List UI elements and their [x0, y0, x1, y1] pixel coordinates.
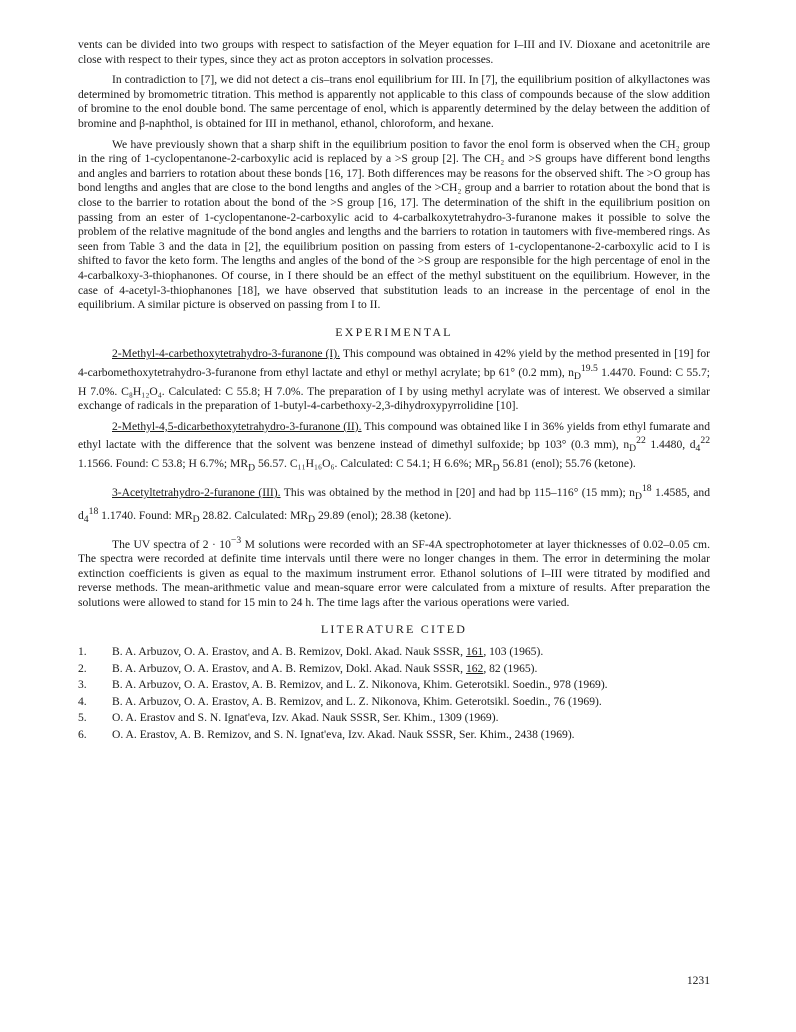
compound-1-n-sub: D	[573, 371, 581, 383]
reference-item	[78, 695, 710, 710]
compound-1-n-sup: 19.5	[580, 362, 598, 374]
compound-2-text-2: 1.4480, d	[645, 438, 696, 452]
compound-3-mr-sub-2: D	[308, 514, 316, 526]
reference-number: 6.	[78, 728, 87, 742]
reference-number: 4.	[78, 694, 87, 708]
compound-3-n-sup: 18	[641, 483, 652, 495]
reference-list	[78, 645, 710, 743]
reference-number: 3.	[78, 678, 87, 692]
reference-item	[78, 728, 710, 743]
paragraph-enol-equilibrium: In contradiction to [7], we did not detect a cis–trans enol equilibrium for III. In [7], the equilibrium position of alkyllactones was determined by bromometric titration. This method is apparently not applicable to this class of compounds because of the slow addition of bromine to the enol double bond. The same percentage of enol, which is apparently determined by the delay between the addition of bromine and β-naphthol, is obtained for III in methanol, ethanol, chloroform, and hexane.	[78, 73, 710, 130]
reference-text: O. A. Erastov, A. B. Remizov, and S. N. Ignat'eva, Izv. Akad. Nauk SSSR, Ser. Khim., 2438 (1969).	[112, 728, 575, 742]
compound-1-name: 2-Methyl-4-carbethoxytetrahydro-3-furanone (I).	[112, 347, 341, 361]
paragraph-intro: vents can be divided into two groups with respect to satisfaction of the Meyer equation for I–III and IV. Dioxane and acetonitrile are close with respect to their types, since they act as proton acceptors in solvation processes.	[78, 38, 710, 66]
page-body	[78, 38, 710, 745]
compound-2-text: This compound was obtained like I in 36% yields from ethyl fumarate and ethyl lactate with the difference that the solvent was benzene instead of dimethyl sulfoxide; bp 103° (0.3 mm), n	[78, 419, 710, 452]
compound-2-n-sub: D	[629, 443, 637, 455]
compound-2-d-sub: 4	[695, 443, 701, 455]
compound-3-name: 3-Acetyltetrahydro-2-furanone (III).	[112, 485, 281, 499]
compound-2-mr-sub-2: D	[492, 462, 500, 474]
compound-3-d-sub: 4	[83, 514, 89, 526]
compound-2-name: 2-Methyl-4,5-dicarbethoxytetrahydro-3-furanone (II).	[112, 419, 362, 433]
compound-2-text-3: 1.1566. Found: C 53.8; H 6.7%; MR	[78, 457, 249, 471]
compound-2-n-sup: 22	[636, 435, 646, 447]
compound-3-text: This was obtained by the method in [20] and had bp 115–116° (15 mm); n	[280, 485, 635, 499]
reference-item	[78, 678, 710, 693]
uv-text-b: M solutions were recorded with an SF-4A spectrophotometer at layer thicknesses of 0.02–0.05 cm. The spectra were recorded at definite time intervals until there were no longer changes in them. The error in determining the molar extinction coefficients is given as equal to the maximum instrument error. Ethanol solutions of I–III were titrated by modified and reverse methods. The mean-arithmetic value and mean-square error were calculated from a mixture of results. After preparation the solutions were allowed to stand for 15 min to 24 h. The time lags after the various operations were varied.	[78, 537, 710, 609]
reference-text: B. A. Arbuzov, O. A. Erastov, A. B. Remizov, and L. Z. Nikonova, Khim. Geterotsikl. Soedin., 76 (1969).	[112, 694, 602, 708]
reference-number: 5.	[78, 711, 87, 725]
compound-2-text-5: 56.81 (enol); 55.76 (ketone).	[499, 457, 636, 471]
compound-3-text-3: 1.1740. Found: MR	[98, 508, 193, 522]
compound-3-n-sub: D	[634, 491, 642, 503]
uv-exponent: −3	[230, 534, 242, 546]
paragraph-equilibrium-shift: We have previously shown that a sharp shift in the equilibrium position to favor the enol form is observed when the CH₂ group in the ring of 1-cyclopentanone-2-carboxylic acid is replaced by a >S group [2]. The CH₂ and >S groups have different bond lengths and angles and barriers to rotation about these bonds [16, 17]. Both differences may be reasons for the observed shift. The >O group has bond lengths and angles that are close to the bond lengths and angles of the >CH₂ group and a barrier to rotation about the bond that is close to the barrier to rotation about the bond of the >S group [16, 17]. The determination of the shift in the equilibrium position on passing from an ester of 1-cyclopentanone-2-carboxylic acid to 4-carbalkoxytetrahydro-3-furanone makes it possible to solve the problem of the relative magnitude of the bond angles and lengths and the barriers to rotation in tautomers with five-membered rings. As seen from Table 3 and the data in [2], the equilibrium position on passing from esters of 1-cyclopentanone-2-carboxylic acid to I is shifted to favor the keto form. The lengths and angles of the bond of the >S group are responsible for the high percentage of enol in the 4-carbalkoxy-3-thiophanones. Of course, in I there should be an effect of the methyl substituent on the equilibrium. However, in the case of 4-acetyl-3-thiophanones [18], we have observed that substitution leads to an increase in the percentage of enol in the equilibrium. A similar picture is observed on passing from I to II.	[78, 137, 711, 312]
compound-3-text-2: 1.4585, and d	[78, 485, 710, 522]
compound-3-paragraph	[78, 482, 710, 528]
reference-citation: B. A. Arbuzov, O. A. Erastov, and A. B. Remizov, Dokl. Akad. Nauk SSSR,	[112, 661, 466, 675]
compound-1-paragraph	[78, 347, 710, 414]
reference-item	[78, 645, 710, 660]
reference-number: 1.	[78, 645, 87, 659]
reference-citation: B. A. Arbuzov, O. A. Erastov, and A. B. Remizov, Dokl. Akad. Nauk SSSR,	[112, 645, 466, 659]
compound-3-text-4: 28.82. Calculated: MR	[199, 508, 309, 522]
compound-1-text: This compound was obtained in 42% yield by the method presented in [19] for 4-carbomethoxytetrahydro-3-furanone from ethyl lactate and ethyl or methyl acrylate; bp 61° (0.2 mm), n	[78, 347, 710, 379]
page-number: 1231	[686, 974, 710, 987]
compound-2-text-4: 56.57. C₁₁H₁₆O₆. Calculated: C 54.1; H 6.6%; MR	[255, 457, 493, 471]
compound-2-paragraph	[78, 420, 710, 476]
compound-1-text-2: 1.4470. Found: C 55.7; H 7.0%. C₈H₁₂O₄. Calculated: C 55.8; H 7.0%. The preparation of I by using methyl acrylate was of interest. We observed a similar exchange of radicals in the preparation of 1-butyl-4-carbethoxy-2,3-dihydroxypyrrolidine [10].	[78, 365, 710, 413]
reference-pages: , 82 (1965).	[483, 661, 538, 675]
compound-3-mr-sub: D	[192, 514, 200, 526]
compound-2-mr-sub: D	[248, 462, 256, 474]
compound-3-d-sup: 18	[88, 505, 99, 517]
experimental-heading: EXPERIMENTAL	[335, 324, 453, 339]
reference-text	[112, 645, 710, 660]
reference-item	[78, 662, 710, 677]
uv-text-a: The UV spectra of 2 · 10	[112, 537, 231, 551]
reference-item	[78, 711, 710, 726]
uv-spectra-paragraph	[78, 534, 710, 611]
reference-number: 2.	[78, 661, 87, 675]
reference-text: O. A. Erastov and S. N. Ignat'eva, Izv. Akad. Nauk SSSR, Ser. Khim., 1309 (1969).	[112, 711, 499, 725]
compound-2-d-sup: 22	[700, 435, 711, 447]
literature-heading: LITERATURE CITED	[320, 622, 468, 637]
reference-pages: , 103 (1965).	[483, 645, 544, 659]
compound-3-text-5: 29.89 (enol); 28.38 (ketone).	[315, 508, 452, 522]
reference-text	[112, 662, 710, 677]
reference-text: B. A. Arbuzov, O. A. Erastov, A. B. Remizov, and L. Z. Nikonova, Khim. Geterotsikl. Soedin., 978 (1969).	[112, 678, 608, 692]
reference-volume: 162	[465, 661, 484, 675]
reference-volume: 161	[465, 645, 484, 659]
